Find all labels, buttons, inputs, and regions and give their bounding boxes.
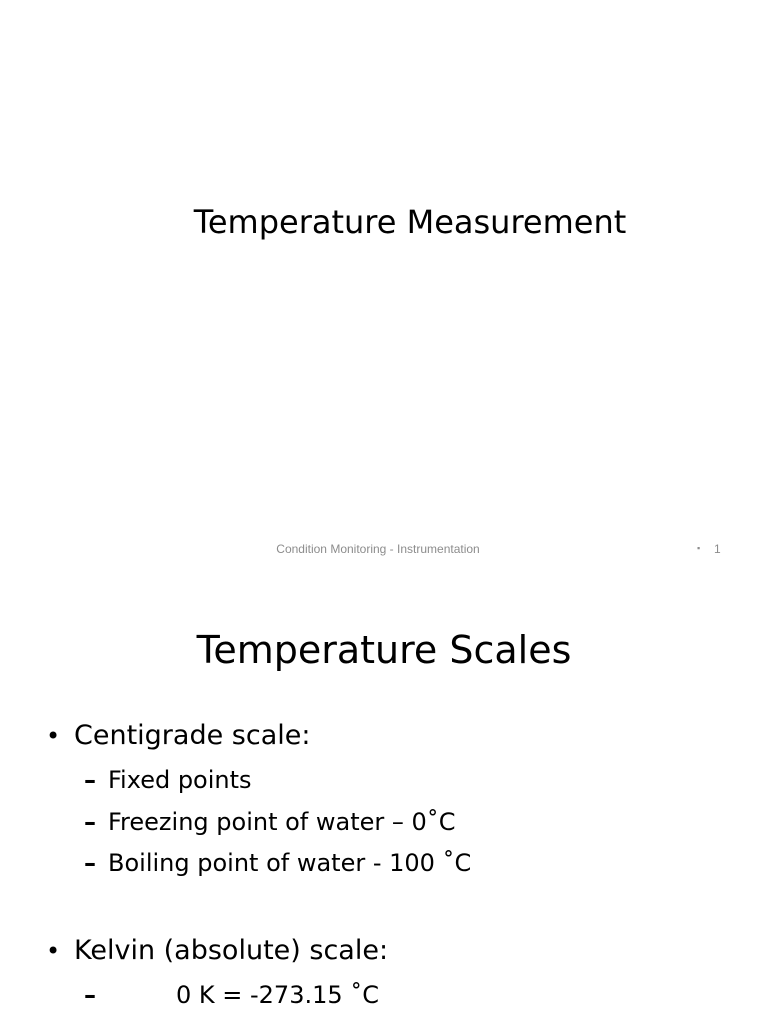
page-number: 1 xyxy=(714,542,721,556)
sub-bullet-label: Freezing point of water – 0˚C xyxy=(108,808,456,836)
bullet-icon: • xyxy=(46,722,61,750)
dash-icon: – xyxy=(84,981,96,1009)
bullet-label: Centigrade scale: xyxy=(74,720,311,751)
sub-bullet-label: 0 K = -273.15 ˚C xyxy=(176,981,380,1009)
bullet-icon: • xyxy=(46,937,61,965)
footer-bullet-icon: ▪ xyxy=(697,543,701,553)
dash-icon: – xyxy=(84,766,96,794)
bullet-label: Kelvin (absolute) scale: xyxy=(74,935,389,966)
slide-footer-text: Condition Monitoring - Instrumentation xyxy=(276,542,480,556)
dash-icon: – xyxy=(84,849,96,877)
dash-icon: – xyxy=(84,808,96,836)
slide-2 xyxy=(0,576,768,1024)
sub-bullet-label: Boiling point of water - 100 ˚C xyxy=(108,849,472,877)
sub-bullet-label: Fixed points xyxy=(108,766,252,794)
slide-title: Temperature Scales xyxy=(196,628,572,672)
slide-title: Temperature Measurement xyxy=(193,203,627,241)
